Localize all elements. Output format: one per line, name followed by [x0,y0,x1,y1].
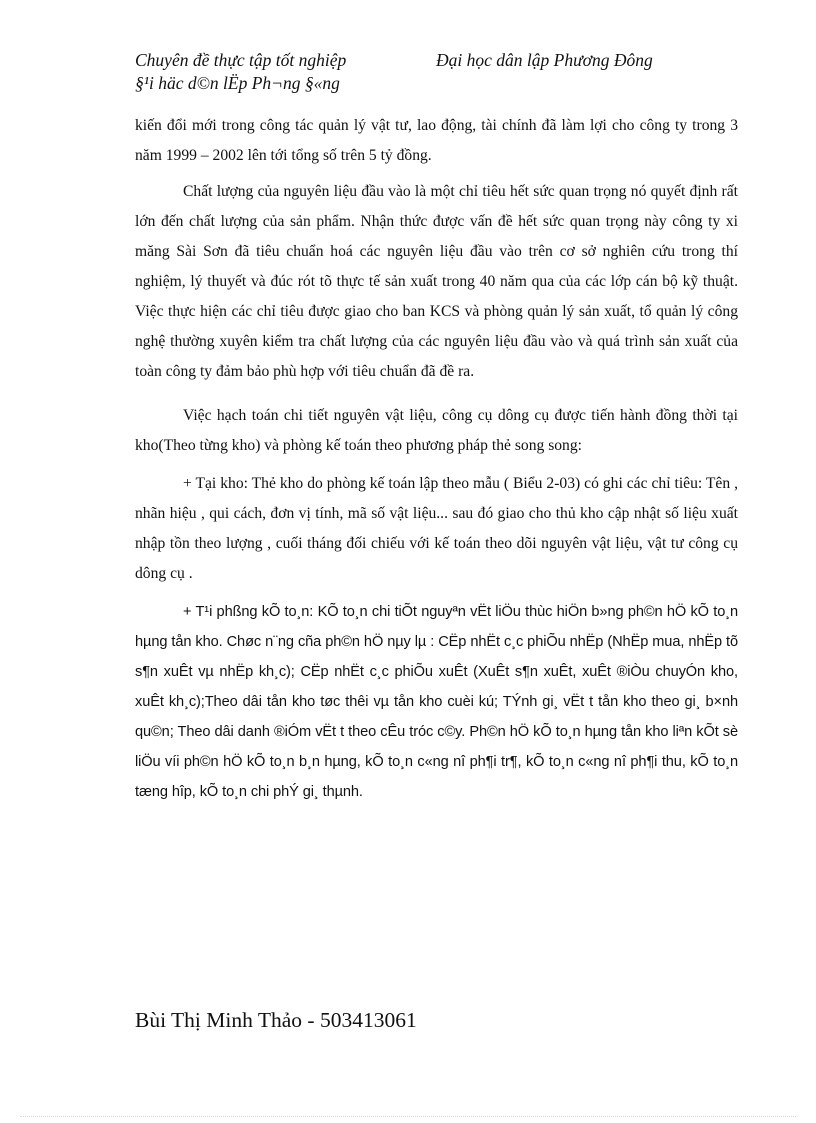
paragraph-continuation: kiến đổi mới trong công tác quản lý vật tư, lao động, tài chính đã làm lợi cho công ty trong 3 năm 1999 – 2002 lên tới tổng số trên 5 tỷ đồng. [135,117,738,164]
paragraph-quality: Chất lượng của nguyên liệu đầu vào là một chỉ tiêu hết sức quan trọng nó quyết định rất lớn đến chất lượng của sản phẩm. Nhận thức được vấn đề hết sức quan trọng này công ty xi măng Sài Sơn đã tiêu chuẩn hoá các nguyên liệu đầu vào trên cơ sở nghiên cứu trong thí nghiệm, lý thuyết và đúc rót tõ thực tế sản xuất trong 40 năm qua của các lớp cán bộ kỹ thuật. Việc thực hiện các chỉ tiêu được giao cho ban KCS và phòng quản lý sản xuất, tổ quản lý công nghệ thường xuyên kiểm tra chất lượng của các nguyên liệu đầu vào và quá trình sản xuất của toàn công ty đảm bảo phù hợp với tiêu chuẩn đã đề ra. [135,183,738,380]
page-footer-author: Bùi Thị Minh Thảo - 503413061 [135,1008,417,1032]
paragraph-warehouse: + Tại kho: Thẻ kho do phòng kế toán lập theo mẫu ( Biểu 2-03) có ghi các chỉ tiêu: Tên , nhãn hiệu , qui cách, đơn vị tính, mã số vật liệu... sau đó giao cho thủ kho cập nhật số liệu xuất nhập tồn theo lượng , cuối tháng đối chiếu với kế toán theo dõi nguyên vật liệu, vật tư công cụ dông cụ . [135,475,738,582]
document-body [135,111,738,807]
header-left-title: Chuyên đề thực tập tốt nghiệp [135,50,347,70]
paragraph-accounting-room: + T¹i phßng kÕ to¸n: KÕ to¸n chi tiÕt nguyªn vËt liÖu thùc hiÖn b»ng ph©n hÖ kÕ to¸n hµng tån kho. Chøc n¨ng cña ph©n hÖ nµy lµ : CËp nhËt c¸c phiÕu nhËp (NhËp mua, nhËp tõ s¶n xuÊt vµ nhËp kh¸c); CËp nhËt c¸c phiÕu xuÊt (XuÊt s¶n xuÊt, xuÊt ®iÒu chuyÓn kho, xuÊt kh¸c);Theo dâi tån kho tøc thêi vµ tån kho cuèi kú; TÝnh gi¸ vËt t tån kho theo gi¸ b×nh qu©n; Theo dâi danh ®iÓm vËt t theo cÊu tróc c©y. Ph©n hÖ kÕ to¸n hµng tån kho liªn kÕt sè liÖu víi ph©n hÖ kÕ to¸n b¸n hµng, kÕ to¸n c«ng nî ph¶i tr¶, kÕ to¸n c«ng nî ph¶i thu, kÕ to¸n tæng hîp, kÕ to¸n chi phÝ gi¸ thµnh. [135,604,738,800]
header-legacy-line: §¹i häc d©n lËp Ph¬ng §«ng [135,73,340,93]
header-right-title: Đại học dân lập Phương Đông [436,50,653,70]
paragraph-accounting: Việc hạch toán chi tiết nguyên vật liệu, công cụ dông cụ được tiến hành đồng thời tại kho(Theo từng kho) và phòng kế toán theo phương pháp thẻ song song: [135,407,738,454]
page-header [135,49,755,95]
header-title-row [135,49,755,72]
page-bottom-divider [20,1116,796,1117]
